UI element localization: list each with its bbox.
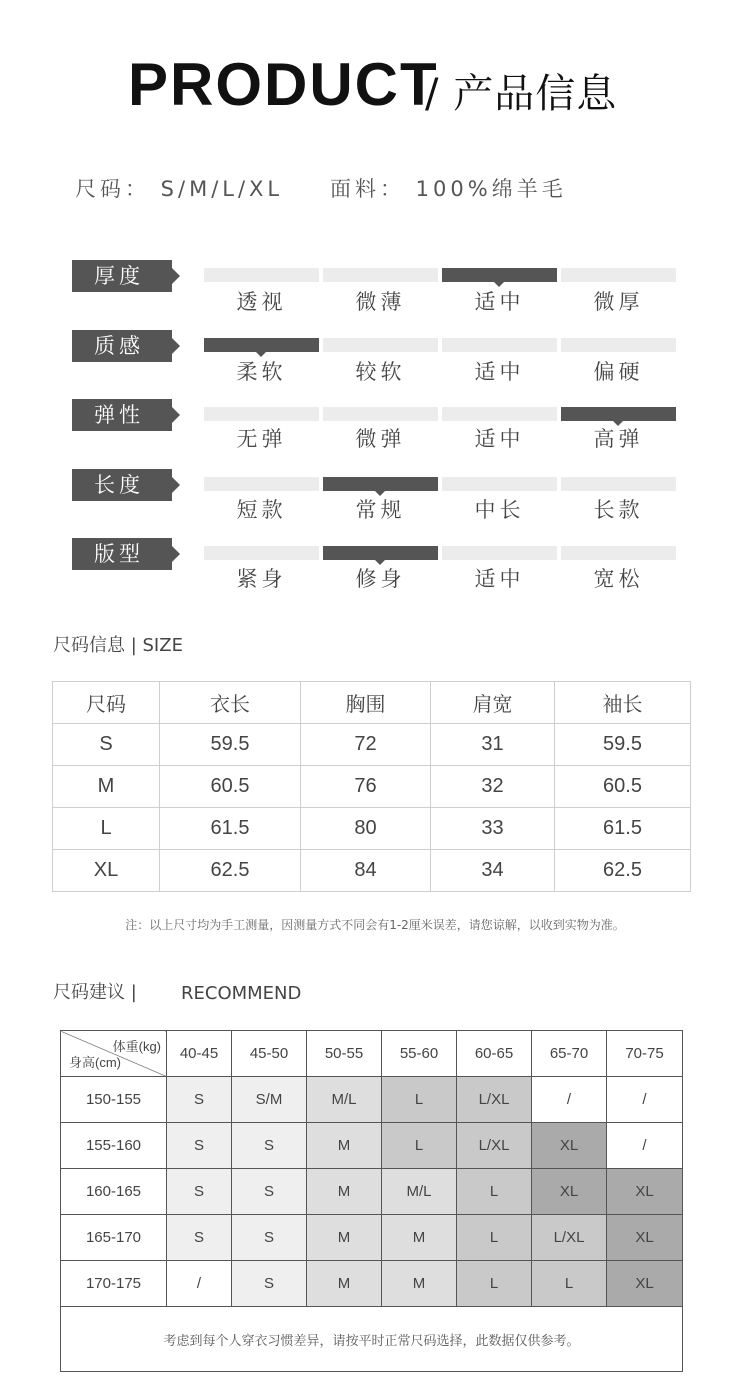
attr-bar-selected [204, 338, 319, 352]
table-cell: XL [607, 1261, 683, 1307]
table-cell: S [167, 1123, 232, 1169]
table-cell: L [53, 808, 160, 850]
table-row [53, 766, 691, 808]
table-cell: XL [532, 1169, 607, 1215]
table-row [53, 808, 691, 850]
column-header: 尺码 [53, 682, 160, 724]
attr-option: 长款 [593, 498, 644, 522]
attr-label-texture: 质感 [72, 330, 172, 362]
table-cell: L [457, 1261, 532, 1307]
attr-bar-selected [323, 477, 438, 491]
column-header: 50-55 [307, 1031, 382, 1077]
row-header: 160-165 [61, 1169, 167, 1215]
corner-weight-label: 体重(kg) [112, 1039, 161, 1054]
corner-header [61, 1031, 167, 1077]
table-cell: 34 [431, 850, 555, 892]
table-cell: S/M [232, 1077, 307, 1123]
table-cell: L/XL [457, 1123, 532, 1169]
table-row [53, 850, 691, 892]
table-cell: M [307, 1215, 382, 1261]
table-cell: M/L [307, 1077, 382, 1123]
table-cell: 62.5 [160, 850, 301, 892]
recommend-footnote: 考虑到每个人穿衣习惯差异，请按平时正常尺码选择，此数据仅供参考。 [61, 1307, 683, 1372]
column-header: 45-50 [232, 1031, 307, 1077]
attr-option: 中长 [474, 498, 525, 522]
title-english: PRODUCT [128, 51, 439, 118]
recommend-section-title: 尺码建议 | [53, 982, 137, 1003]
size-section-title: 尺码信息 | SIZE [53, 635, 183, 656]
table-row [53, 724, 691, 766]
table-cell: 59.5 [555, 724, 691, 766]
attr-bar [442, 477, 557, 491]
attr-bar [442, 338, 557, 352]
attr-option: 适中 [474, 360, 525, 384]
attr-bar [204, 407, 319, 421]
table-cell: 62.5 [555, 850, 691, 892]
table-cell: 32 [431, 766, 555, 808]
attr-bar [561, 477, 676, 491]
table-cell: 59.5 [160, 724, 301, 766]
table-header-row [53, 682, 691, 724]
table-cell: M [307, 1169, 382, 1215]
size-note: 注：以上尺寸均为手工测量，因测量方式不同会有1-2厘米误差，请您谅解，以收到实物为准。 [125, 918, 625, 932]
corner-height-label: 身高(cm) [69, 1055, 121, 1070]
table-cell: / [532, 1077, 607, 1123]
attr-option: 无弹 [236, 427, 287, 451]
table-cell: / [607, 1123, 683, 1169]
column-header: 衣长 [160, 682, 301, 724]
table-cell: S [167, 1077, 232, 1123]
attr-label-length: 长度 [72, 469, 172, 501]
attr-option: 适中 [474, 427, 525, 451]
table-cell: 33 [431, 808, 555, 850]
spec-material: 面料： 100%绵羊毛 [330, 177, 567, 201]
table-cell: L/XL [457, 1077, 532, 1123]
attr-bar [442, 546, 557, 560]
table-header-row [61, 1031, 683, 1077]
table-cell: XL [607, 1215, 683, 1261]
table-cell: / [167, 1261, 232, 1307]
attr-option: 修身 [355, 567, 406, 591]
attr-bar [561, 546, 676, 560]
table-cell: S [232, 1169, 307, 1215]
table-cell: 60.5 [160, 766, 301, 808]
table-cell: M [307, 1123, 382, 1169]
table-cell: XL [53, 850, 160, 892]
table-row [61, 1123, 683, 1169]
column-header: 肩宽 [431, 682, 555, 724]
attr-label-elasticity: 弹性 [72, 399, 172, 431]
attr-option: 偏硬 [593, 360, 644, 384]
table-cell: L/XL [532, 1215, 607, 1261]
attr-option: 柔软 [236, 360, 287, 384]
attr-bar-selected [561, 407, 676, 421]
table-cell: XL [532, 1123, 607, 1169]
attr-option: 高弹 [593, 427, 644, 451]
attr-option: 微厚 [593, 290, 644, 314]
row-header: 170-175 [61, 1261, 167, 1307]
attr-bar [204, 268, 319, 282]
table-cell: 60.5 [555, 766, 691, 808]
column-header: 65-70 [532, 1031, 607, 1077]
table-cell: S [232, 1215, 307, 1261]
attr-bar [323, 268, 438, 282]
table-cell: L [532, 1261, 607, 1307]
table-cell: S [232, 1261, 307, 1307]
table-cell: M/L [382, 1169, 457, 1215]
table-cell: M [53, 766, 160, 808]
table-row [61, 1215, 683, 1261]
table-cell: L [457, 1169, 532, 1215]
attr-bar [561, 268, 676, 282]
column-header: 60-65 [457, 1031, 532, 1077]
row-header: 165-170 [61, 1215, 167, 1261]
column-header: 70-75 [607, 1031, 683, 1077]
title-chinese: / 产品信息 [425, 71, 618, 117]
attr-option: 适中 [474, 567, 525, 591]
attr-bar [442, 407, 557, 421]
attr-bar [323, 338, 438, 352]
table-cell: S [167, 1169, 232, 1215]
column-header: 袖长 [555, 682, 691, 724]
size-table [52, 681, 691, 892]
table-row [61, 1169, 683, 1215]
attr-bar [561, 338, 676, 352]
attr-option: 透视 [236, 290, 287, 314]
table-cell: 76 [301, 766, 431, 808]
table-cell: L [382, 1123, 457, 1169]
recommend-table [60, 1030, 683, 1372]
spec-size: 尺码： S/M/L/XL [75, 177, 284, 201]
attr-option: 较软 [355, 360, 406, 384]
attr-label-fit: 版型 [72, 538, 172, 570]
table-cell: 31 [431, 724, 555, 766]
attr-option: 短款 [236, 498, 287, 522]
attr-bar-selected [442, 268, 557, 282]
table-cell: M [382, 1215, 457, 1261]
table-cell: 61.5 [555, 808, 691, 850]
table-cell: 72 [301, 724, 431, 766]
recommend-section-title-en: RECOMMEND [181, 983, 302, 1004]
column-header: 55-60 [382, 1031, 457, 1077]
attr-bar [204, 477, 319, 491]
column-header: 40-45 [167, 1031, 232, 1077]
attr-bar [204, 546, 319, 560]
table-cell: 80 [301, 808, 431, 850]
attr-option: 常规 [355, 498, 406, 522]
table-cell: 84 [301, 850, 431, 892]
table-row [61, 1261, 683, 1307]
table-cell: XL [607, 1169, 683, 1215]
column-header: 胸围 [301, 682, 431, 724]
table-cell: L [382, 1077, 457, 1123]
attr-option: 适中 [474, 290, 525, 314]
table-cell: L [457, 1215, 532, 1261]
attr-bar [323, 407, 438, 421]
table-cell: S [232, 1123, 307, 1169]
table-cell: / [607, 1077, 683, 1123]
row-header: 150-155 [61, 1077, 167, 1123]
table-cell: S [53, 724, 160, 766]
attr-bar-selected [323, 546, 438, 560]
table-cell: 61.5 [160, 808, 301, 850]
attr-option: 宽松 [593, 567, 644, 591]
attr-label-thickness: 厚度 [72, 260, 172, 292]
table-cell: M [307, 1261, 382, 1307]
table-cell: M [382, 1261, 457, 1307]
attr-option: 微薄 [355, 290, 406, 314]
attr-option: 微弹 [355, 427, 406, 451]
attr-option: 紧身 [236, 567, 287, 591]
table-row [61, 1077, 683, 1123]
table-cell: S [167, 1215, 232, 1261]
row-header: 155-160 [61, 1123, 167, 1169]
table-footer-row [61, 1307, 683, 1372]
